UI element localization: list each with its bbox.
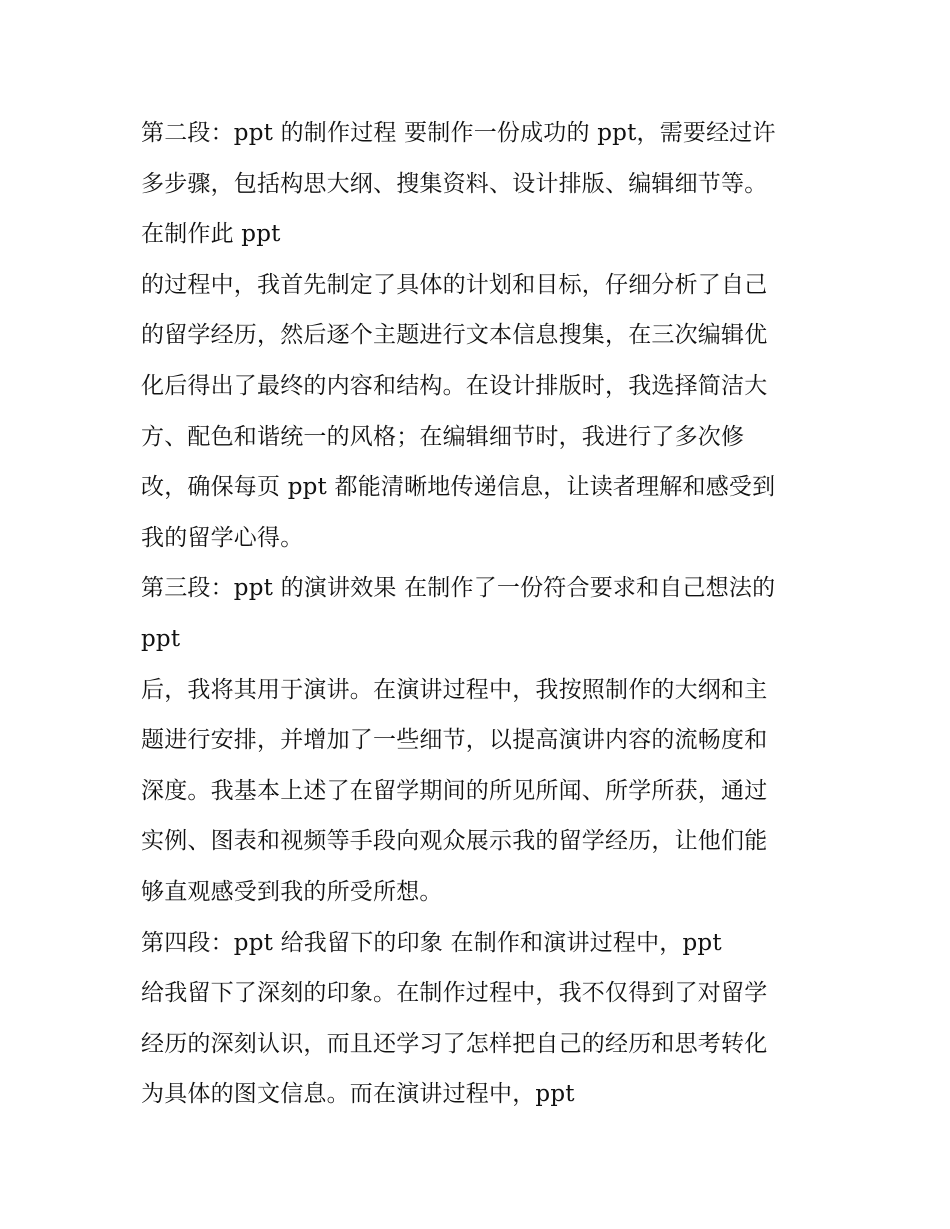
text-line: 的留学经历，然后逐个主题进行文本信息搜集，在三次编辑优 — [141, 322, 768, 349]
text-line: 题进行安排，并增加了一些细节，以提高演讲内容的流畅度和 — [141, 727, 768, 754]
text-line: 方、配色和谐统一的风格；在编辑细节时，我进行了多次修 — [141, 423, 745, 450]
text-line: 改，确保每页 ppt 都能清晰地传递信息，让读者理解和感受到 — [141, 474, 776, 501]
text-line: 在制作此 ppt — [141, 221, 281, 248]
text-line: 实例、图表和视频等手段向观众展示我的留学经历，让他们能 — [141, 828, 768, 855]
text-line: 给我留下了深刻的印象。在制作过程中，我不仅得到了对留学 — [141, 980, 768, 1007]
text-line: 经历的深刻认识，而且还学习了怎样把自己的经历和思考转化 — [141, 1030, 768, 1057]
document-body — [141, 108, 821, 1120]
text-line: 深度。我基本上述了在留学期间的所见所闻、所学所获，通过 — [141, 777, 768, 804]
text-line: 的过程中，我首先制定了具体的计划和目标，仔细分析了自己 — [141, 271, 768, 298]
text-line: 第三段：ppt 的演讲效果 在制作了一份符合要求和自己想法的 — [141, 575, 776, 602]
text-line: 第二段：ppt 的制作过程 要制作一份成功的 ppt，需要经过许 — [141, 120, 776, 146]
text-line: 够直观感受到我的所受所想。 — [141, 878, 443, 905]
text-line: 化后得出了最终的内容和结构。在设计排版时，我选择简洁大 — [141, 372, 768, 399]
text-line: 多步骤，包括构思大纲、搜集资料、设计排版、编辑细节等。 — [141, 170, 768, 197]
text-line: 后，我将其用于演讲。在演讲过程中，我按照制作的大纲和主 — [141, 676, 768, 703]
text-line: 为具体的图文信息。而在演讲过程中，ppt — [141, 1081, 575, 1108]
text-line: 第四段：ppt 给我留下的印象 在制作和演讲过程中，ppt — [141, 929, 722, 956]
text-line: 我的留学心得。 — [141, 524, 304, 551]
text-line: ppt — [141, 625, 181, 652]
